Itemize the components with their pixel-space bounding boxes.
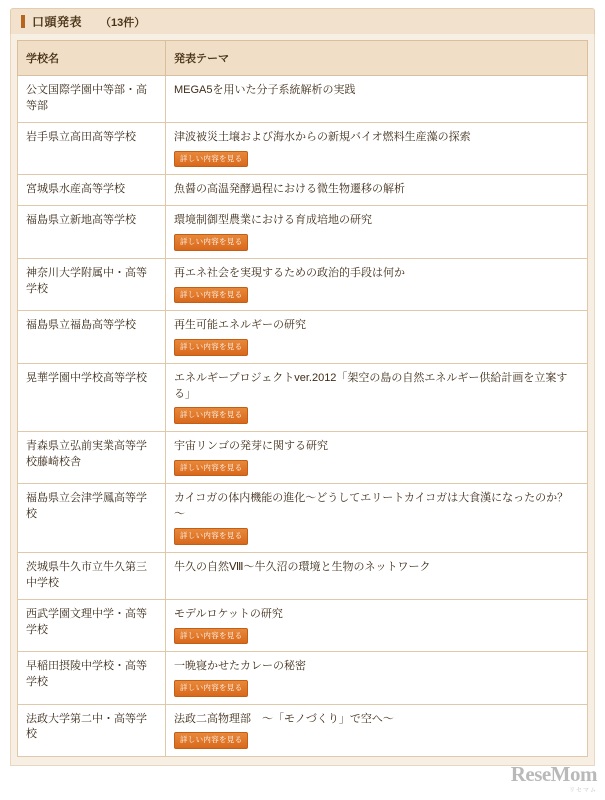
detail-button[interactable]: 詳しい内容を見る [174, 628, 248, 645]
table-row [18, 363, 588, 431]
detail-button[interactable]: 詳しい内容を見る [174, 732, 248, 749]
theme-title: モデルロケットの研究 [174, 607, 283, 620]
cell-theme [166, 431, 588, 483]
cell-theme [166, 652, 588, 704]
section-accent-bar [21, 15, 25, 28]
cell-school-name: 青森県立弘前実業高等学校藤崎校舎 [18, 431, 166, 483]
section-header [10, 8, 595, 34]
theme-title: 一晩寝かせたカレーの秘密 [174, 660, 306, 673]
table-row [18, 552, 588, 599]
cell-school-name: 茨城県牛久市立牛久第三中学校 [18, 552, 166, 599]
table-row [18, 76, 588, 123]
watermark-subtitle: リセマム [569, 788, 597, 794]
theme-title: 牛久の自然Ⅷ～牛久沼の環境と生物のネットワーク [174, 560, 431, 573]
detail-button[interactable]: 詳しい内容を見る [174, 528, 248, 545]
theme-title: エネルギープロジェクトver.2012「架空の島の自然エネルギー供給計画を立案する」 [174, 371, 568, 400]
cell-theme [166, 599, 588, 651]
theme-title: 環境制御型農業における育成培地の研究 [174, 214, 372, 227]
theme-title: 魚醤の高温発酵過程における微生物遷移の解析 [174, 183, 405, 196]
table-panel [10, 34, 595, 766]
detail-button[interactable]: 詳しい内容を見る [174, 460, 248, 477]
table-row [18, 704, 588, 756]
table-row [18, 599, 588, 651]
theme-title: 法政二高物理部 ～「モノづくり」で空へ～ [174, 712, 394, 725]
table-row [18, 652, 588, 704]
table-body [18, 76, 588, 757]
cell-school-name: 福島県立福島高等学校 [18, 311, 166, 363]
detail-button[interactable]: 詳しい内容を見る [174, 680, 248, 697]
presentations-table [17, 40, 588, 757]
theme-title: MEGA5を用いた分子系統解析の実践 [174, 84, 356, 96]
cell-theme [166, 704, 588, 756]
watermark [511, 762, 597, 794]
cell-school-name: 公文国際学園中等部・高等部 [18, 76, 166, 123]
cell-theme [166, 206, 588, 258]
theme-title: 再生可能エネルギーの研究 [174, 319, 306, 332]
detail-button[interactable]: 詳しい内容を見る [174, 339, 248, 356]
cell-school-name: 晃華学園中学校高等学校 [18, 363, 166, 431]
theme-title: 津波被災土壌および海水からの新規バイオ燃料生産藻の探索 [174, 130, 471, 143]
table-header-row [18, 41, 588, 76]
cell-school-name: 神奈川大学附属中・高等学校 [18, 258, 166, 310]
table-row [18, 431, 588, 483]
table-row [18, 258, 588, 310]
table-row [18, 484, 588, 552]
cell-theme [166, 552, 588, 599]
cell-school-name: 岩手県立高田高等学校 [18, 122, 166, 174]
cell-theme [166, 311, 588, 363]
cell-theme [166, 175, 588, 206]
table-row [18, 311, 588, 363]
detail-button[interactable]: 詳しい内容を見る [174, 287, 248, 304]
watermark-logo: ReseMom [510, 762, 597, 786]
cell-theme [166, 122, 588, 174]
theme-title: 再エネ社会を実現するための政治的手段は何か [174, 266, 405, 279]
cell-school-name: 福島県立新地高等学校 [18, 206, 166, 258]
cell-theme [166, 76, 588, 123]
cell-school-name: 法政大学第二中・高等学校 [18, 704, 166, 756]
section-count: （13件） [100, 16, 146, 29]
cell-school-name: 宮城県水産高等学校 [18, 175, 166, 206]
cell-theme [166, 484, 588, 552]
column-header-school: 学校名 [18, 41, 166, 76]
theme-title: 宇宙リンゴの発芽に関する研究 [174, 439, 328, 452]
theme-title: カイコガの体内機能の進化～どうしてエリートカイコガは大食漢になったのか？～ [174, 492, 569, 521]
table-row [18, 206, 588, 258]
detail-button[interactable]: 詳しい内容を見る [174, 407, 248, 424]
cell-school-name: 福島県立会津学鳳高等学校 [18, 484, 166, 552]
page-title: 口頭発表 [32, 15, 83, 29]
cell-theme [166, 363, 588, 431]
table-row [18, 122, 588, 174]
cell-school-name: 西武学園文理中学・高等学校 [18, 599, 166, 651]
detail-button[interactable]: 詳しい内容を見る [174, 234, 248, 251]
table-row [18, 175, 588, 206]
cell-theme [166, 258, 588, 310]
detail-button[interactable]: 詳しい内容を見る [174, 151, 248, 168]
column-header-theme: 発表テーマ [166, 41, 588, 76]
cell-school-name: 早稲田摂陵中学校・高等学校 [18, 652, 166, 704]
